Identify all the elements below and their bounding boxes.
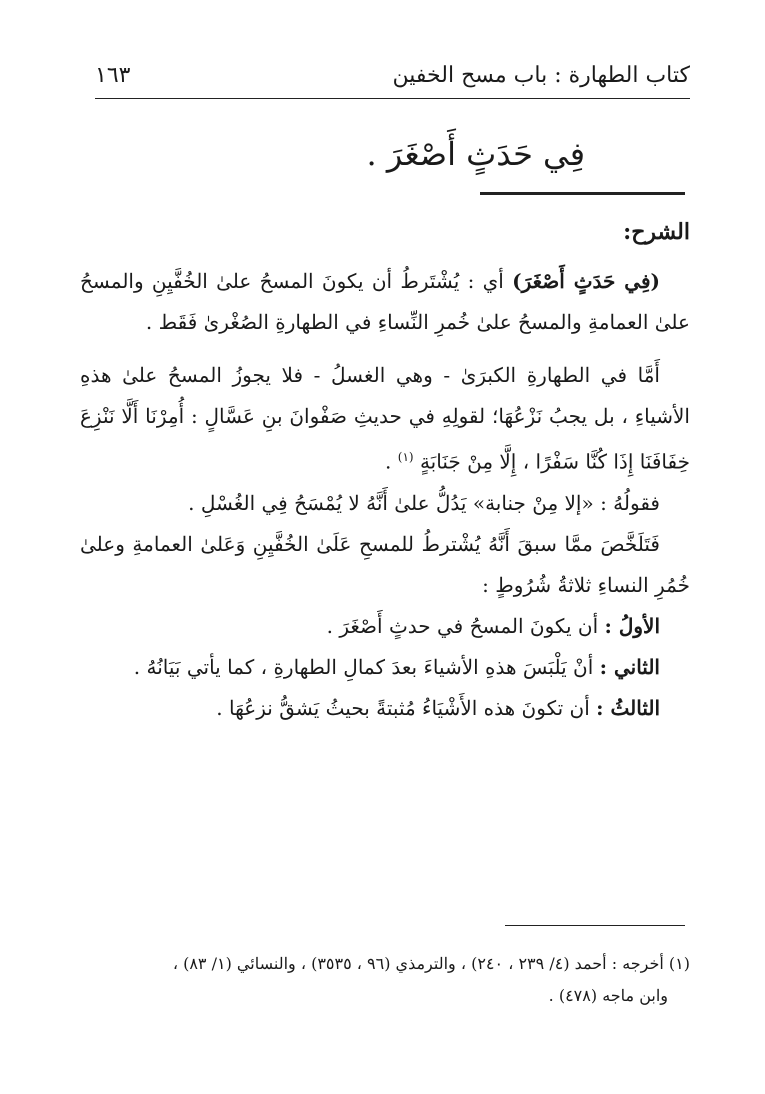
footnote-divider	[505, 925, 685, 926]
footnote-reference: (١)	[397, 450, 414, 464]
condition-1-label: الأولُ :	[604, 613, 660, 638]
condition-3	[80, 688, 690, 729]
footnote-line-1: (١) أخرجه : أحمد (٤/ ٢٣٩ ، ٢٤٠) ، والترمذي (٩٦ ، ٣٥٣٥) ، والنسائي (١/ ٨٣) ،	[172, 954, 690, 973]
condition-2-text: أنْ يَلْبَسَ هذهِ الأشياءَ بعدَ كمالِ الطهارةِ ، كما يأتي بَيَانُهُ .	[133, 654, 600, 679]
commentary-body	[80, 212, 690, 729]
condition-3-label: الثالثُ :	[596, 695, 660, 720]
matn-divider	[480, 192, 685, 195]
condition-1	[80, 606, 690, 647]
condition-1-text: أن يكونَ المسحُ في حدثٍ أَصْغَرَ .	[326, 613, 605, 638]
paragraph-2-end: .	[385, 449, 398, 474]
paragraph-1-text: أي : يُشْتَرطُ أن يكونَ المسحُ علىٰ الخُفَّيِنِ والمسحُ علىٰ العمامةِ والمسحُ علىٰ خُمرِ النِّساءِ في الطهارةِ الصُغْرىٰ فَقَط .	[80, 269, 690, 334]
paragraph-1	[80, 261, 690, 343]
condition-3-text: أن تكونَ هذه الأَشْيَاءُ مُثبتةً بحيثُ يَشقُّ نزعُهَا .	[216, 695, 597, 720]
footnote	[80, 948, 690, 1012]
header-rule	[95, 98, 690, 99]
paragraph-1-quote: (فِي حَدَثٍ أَصْغَرَ)	[512, 269, 660, 293]
paragraph-2-text: أَمَّا في الطهارةِ الكبرَىٰ - وهي الغسلُ - فلا يجوزُ المسحُ علىٰ هذهِ الأشياءِ ، بل يجبُ نَزْعُهَا؛ لقولِهِ في حديثِ صَفْوانَ بنِ عَسَّالٍ : أُمِرْنَا أَلَّا نَنْزِعَ خِفَافَنَا إِذَا كُنَّا سَفْرًا ، إِلَّا مِنْ جَنَابَةٍ	[80, 363, 690, 474]
footnote-line-2: وابن ماجه (٤٧٨) .	[548, 986, 668, 1005]
header-title: كتاب الطهارة : باب مسح الخفين	[392, 63, 690, 88]
sharh-heading: الشرح:	[623, 219, 690, 245]
paragraph-2	[80, 355, 690, 483]
running-header	[95, 58, 690, 98]
page-number: ١٦٣	[95, 63, 131, 88]
matn-text: فِي حَدَثٍ أَصْغَرَ .	[366, 135, 585, 173]
condition-2	[80, 647, 690, 688]
paragraph-4: فَتَلَخَّصَ ممَّا سبقَ أَنَّهُ يُشْترطُ للمسحِ عَلَىٰ الخُفَّيِنِ وَعَلىٰ العمامةِ وعلىٰ خُمُرِ النساءِ ثلاثةُ شُرُوطٍ :	[80, 531, 690, 597]
paragraph-3: فقولُهُ : «إلا مِنْ جنابة» يَدُلُّ علىٰ أَنَّهُ لا يُمْسَحُ فِي الغُسْلِ .	[188, 490, 660, 515]
condition-2-label: الثاني :	[599, 654, 660, 679]
